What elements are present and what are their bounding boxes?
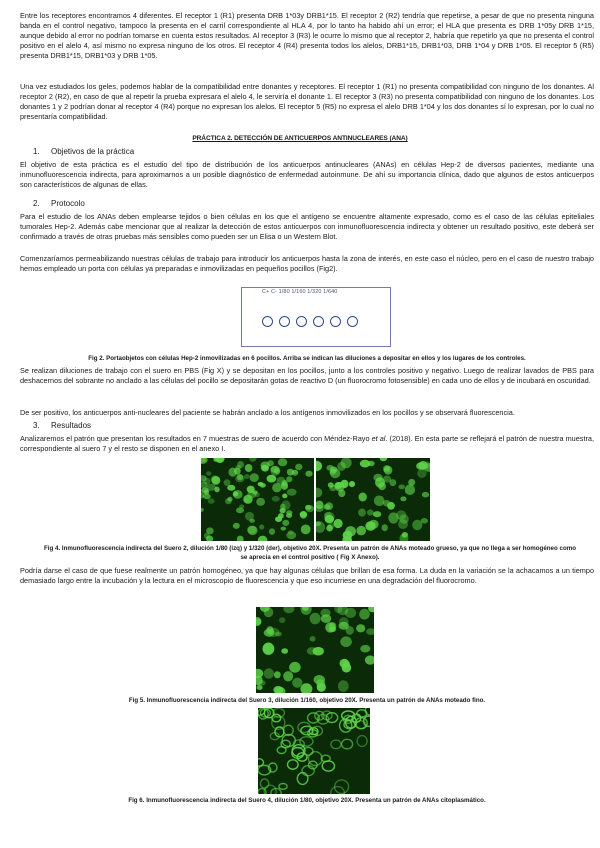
cell-mark [279, 784, 287, 790]
cell-mark [236, 507, 244, 513]
results-paragraph [20, 434, 594, 454]
slide-wells [262, 316, 358, 327]
cell-mark [342, 739, 353, 749]
cell-mark [330, 467, 337, 473]
slide-dilution-labels: C+ C- 1/80 1/160 1/320 1/640 [262, 289, 338, 295]
well [262, 316, 273, 327]
cell-mark [359, 609, 370, 620]
cell-mark [412, 520, 422, 530]
heading-text: Objetivos de la práctica [51, 147, 135, 156]
cell-mark [278, 513, 284, 519]
cell-mark [325, 515, 334, 523]
cell-mark [398, 485, 405, 490]
cell-mark [206, 471, 211, 475]
cell-mark [267, 460, 274, 466]
cell-mark [305, 471, 312, 477]
cell-mark [300, 683, 312, 693]
cell-mark [380, 458, 387, 461]
protocol-paragraph-4: De ser positivo, los anticuerpos anti-nucleares del paciente se habrán anclado a los antígenos inmovilizados en los pocillos y se observará fluorescencia. [20, 408, 515, 417]
cell-mark [310, 613, 321, 625]
cell-mark [264, 668, 274, 678]
cell-mark [402, 532, 408, 538]
cell-mark [247, 486, 255, 493]
cell-mark [289, 662, 301, 673]
cell-mark [281, 648, 288, 654]
cell-mark [249, 458, 256, 462]
cell-mark [278, 458, 287, 466]
results-italic: et al [371, 434, 386, 443]
cell-mark [305, 505, 311, 510]
cell-mark [360, 460, 370, 468]
cell-mark [334, 519, 343, 528]
cell-mark [405, 484, 415, 495]
cell-mark [367, 509, 374, 515]
cell-mark [286, 513, 292, 518]
cell-mark [257, 685, 263, 690]
cell-mark [295, 464, 302, 471]
cell-mark [307, 647, 318, 655]
cell-mark [203, 494, 211, 500]
cell-mark [247, 526, 257, 534]
cell-mark [374, 496, 385, 507]
cell-mark [208, 498, 215, 503]
cell-mark [300, 512, 307, 519]
cell-mark [264, 629, 275, 637]
cell-mark [331, 740, 341, 749]
cell-mark [255, 492, 260, 497]
cell-mark [277, 747, 286, 754]
objectives-paragraph: El objetivo de esta práctica es el estudio del tipo de distribución de los anticuerpos antinucleares (ANAs) en células Hep-2 de diversos pacientes, mediante una inmunofluorescencia indirecta, para aproximarnos a un posible diagnóstico de enfermedad autoinmune. De ahí su importancia clínica, dado que algunos de estos anticuerpos son característicos de algunas de ellas. [20, 160, 594, 189]
heading-number: 2. [33, 199, 40, 208]
results-text: Analizaremos el patrón que presentan los resultados en 7 muestras de suero de acuerdo con Méndez-Rayo [20, 434, 372, 443]
cell-mark [366, 628, 374, 635]
cell-mark [286, 476, 292, 482]
cell-mark [378, 482, 386, 490]
cell-mark [322, 761, 334, 771]
cell-mark [419, 461, 428, 470]
cell-mark [201, 458, 208, 464]
cell-mark [339, 617, 349, 627]
cell-mark [316, 461, 322, 471]
cell-mark [301, 525, 311, 535]
cell-mark [400, 496, 406, 501]
cell-mark [243, 498, 249, 503]
cell-mark [224, 479, 231, 486]
cell-mark [422, 492, 429, 498]
fig4-image-left [201, 458, 314, 541]
cell-mark [300, 737, 313, 746]
cell-mark [382, 524, 388, 531]
cell-mark [287, 489, 297, 496]
cell-mark [338, 490, 345, 498]
cell-mark [281, 527, 287, 531]
cell-mark [302, 766, 314, 776]
cell-mark [233, 491, 238, 496]
cell-mark [340, 636, 352, 647]
fig6-caption: Fig 6. Inmunofluorescencia indirecta del Suero 4, dilución 1/80, objetivo 20X. Presenta un patrón de ANAs citoplasmático. [128, 797, 486, 804]
cell-mark [301, 607, 312, 615]
cell-mark [245, 464, 253, 472]
cell-mark [388, 512, 398, 523]
fig5-caption: Fig 5. Inmunofluorescencia indirecta del Suero 3, dilución 1/160, objetivo 20X. Presenta un patrón de ANAs moteado fino. [128, 697, 486, 704]
cell-mark [286, 531, 296, 539]
cell-mark [280, 508, 286, 513]
cell-mark [237, 536, 244, 541]
cell-mark [399, 514, 409, 523]
heading-objectives [33, 147, 134, 157]
cell-mark [235, 475, 244, 483]
cell-mark [256, 617, 262, 626]
protocol-paragraph-2: Comenzaríamos permeabilizando nuestras células de trabajo para introducir los anticuerpos hasta la zona de interés, en este caso el núcleo, pero en el caso de nuestro trabajo hemos empleado un porta con células ya preparadas e inmovilizadas en pequeños pocillos (Fig2). [20, 254, 594, 273]
fig4-image-right [316, 458, 430, 541]
cell-mark [260, 779, 268, 788]
cell-mark [283, 607, 294, 613]
heading-protocol [33, 199, 85, 209]
cell-mark [256, 669, 263, 678]
cell-mark [245, 512, 254, 521]
cell-mark [282, 520, 289, 526]
well [330, 316, 341, 327]
cell-mark [201, 508, 204, 512]
cell-mark [283, 671, 293, 681]
cell-mark [274, 671, 281, 678]
cell-mark [346, 626, 354, 635]
fig2-caption: Fig 2. Portaobjetos con células Hep-2 inmovilizadas en 6 pocillos. Arriba se indican las diluciones a depositar en ellos y los lugares de los controles. [88, 355, 526, 362]
cell-mark [206, 484, 216, 491]
heading-text: Resultados [51, 421, 92, 430]
well [347, 316, 358, 327]
cell-mark [328, 523, 335, 530]
heading-text: Protocolo [51, 199, 85, 208]
heading-results [33, 421, 91, 431]
cell-mark [309, 752, 323, 766]
cell-mark [357, 736, 367, 747]
cell-mark [316, 488, 322, 498]
cell-mark [383, 467, 390, 472]
cell-mark [264, 608, 274, 618]
cell-mark [279, 617, 285, 623]
well [296, 316, 307, 327]
well [313, 316, 324, 327]
discussion-paragraph: Podría darse el caso de que fuese realmente un patrón homogéneo, ya que hay algunas células que brillan de esa forma. La duda en la variación se la achacamos a un tiempo demasiado largo entre la incubación y la lectura en el microscopio de fluorescencia y que eso incurriese en una degradación del fluorocromo. [20, 566, 594, 585]
cell-mark [288, 760, 299, 769]
section-title: PRÁCTICA 2. DETECCIÓN DE ANTICUERPOS ANTINUCLEARES (ANA) [192, 135, 408, 142]
cell-mark [261, 465, 269, 472]
protocol-paragraph-3: Se realizan diluciones de trabajo con el suero en PBS (Fig X) y se depositan en los pocillos, junto a los controles positivo y negativo. Luego de realizar lavados de PBS para deshacernos del sobrante no anclado a las células del pocillo se depositarán gotas de reactivo D (un fluorocromo fotosensible) en cada uno de ellos y de incubará en oscuridad. [20, 366, 594, 385]
cell-mark [357, 710, 367, 717]
fig6-image [258, 708, 370, 794]
cell-mark [235, 465, 241, 470]
cell-mark [244, 474, 250, 479]
fig5-image [256, 607, 374, 693]
cell-mark [334, 482, 342, 489]
heading-number: 1. [33, 147, 40, 156]
cell-mark [297, 773, 308, 785]
cell-mark [287, 469, 294, 476]
cell-mark [359, 493, 367, 502]
cell-mark [365, 655, 374, 664]
cell-mark [417, 469, 426, 478]
fig4-caption: Fig 4. Inmunofluorescencia indirecta del Suero 2, dilución 1/80 (izq) y 1/320 (der), objetivo 20X. Presenta un patrón de ANAs moteado grueso, ya que no llega a ser homogéneo como se aprecia en el control positivo ( Fig X Anexo). [43, 545, 577, 561]
intro-paragraph: Entre los receptores encontramos 4 diferentes. El receptor 1 (R1) presenta DRB 1*03y DRB1*15. El receptor 2 (R2) tendría que repetirse, a pesar de que no presenta ninguna banda en el control negativo, tampoco la presenta en el carril correspondiente al HLA 4, por lo tanto ha habido ahí un error; el HLA que presenta es DRB 1*05y DRB 1*15, aunque debido al error no podrían tomarse en cuenta estos resultados. Al receptor 3 (R3) le ocurre lo mismo que al receptor 2, habría que repetirlo ya que no presenta el control positivo en el alelo 4, así mismo no expresa ninguno de los otros. El receptor 4 (R4) presenta todos los alelos, DRB1*15, DRB1*03, DRB 1*04 y DRB 1*05. El receptor 5 (R5) presenta DRB1*15, DRB1*03 y DRB 1*05. [20, 11, 594, 60]
cell-mark [258, 482, 264, 486]
cell-mark [259, 680, 266, 685]
cell-mark [227, 485, 235, 491]
cell-mark [338, 680, 349, 692]
cell-mark [383, 476, 391, 483]
cell-mark [233, 523, 240, 529]
cell-mark [259, 524, 264, 529]
cell-mark [329, 627, 336, 632]
well [279, 316, 290, 327]
cell-mark [365, 521, 375, 531]
cell-mark [383, 500, 390, 507]
cell-mark [325, 502, 333, 510]
cell-mark [272, 483, 281, 492]
cell-mark [292, 678, 302, 688]
cell-mark [360, 645, 370, 653]
cell-mark [263, 643, 275, 655]
cell-mark [317, 683, 326, 692]
cell-mark [321, 614, 332, 623]
cell-mark [270, 466, 280, 476]
cell-mark [373, 511, 381, 517]
cell-mark [258, 759, 264, 766]
cell-mark [250, 473, 259, 482]
cell-mark [256, 498, 265, 506]
cell-mark [356, 624, 365, 632]
cell-mark [258, 536, 268, 541]
cell-mark [340, 659, 350, 668]
compatibility-paragraph: Una vez estudiados los geles, podemos hablar de la compatibilidad entre donantes y receptores. El receptor 1 (R1) no presenta compatibilidad con ninguno de los donantes. Al receptor 2 (R2), en caso de que al repetir la prueba expresara el alelo 4, le serviría el donante 1. El receptor 3 (R3) no presenta compatibilidad con ninguno de los donantes. Los donantes 1 y 2 podrían donar al receptor 4 (R4) porque no expresan los alelos. El receptor 5 (R5) no expresa el alelo DRB 1*04 y los dos donantes sí lo expresan, por lo cual no presentaría compatibilidad. [20, 82, 594, 121]
cell-mark [337, 462, 346, 471]
cell-mark [275, 632, 282, 637]
cell-mark [227, 497, 232, 502]
cell-mark [358, 509, 366, 517]
cell-mark [349, 481, 355, 487]
cell-mark [269, 528, 275, 535]
cell-mark [282, 494, 287, 499]
results-text: . (2018). En esta parte se reflejará el patrón de nuestra muestra, correspondiente al suero 7 y el resto se disponen en el anexo I. [20, 434, 594, 453]
cell-mark [272, 496, 280, 502]
cell-mark [211, 475, 219, 482]
cell-mark [373, 474, 382, 481]
protocol-paragraph-1: Para el estudio de los ANAs deben emplearse tejidos o bien células en los que el antígeno se encuentre altamente expresado, como es el caso de las células epiteliales tumorales Hep-2. Además cabe mencionar que al realizar la detección de estos anticuerpos con inmunofluorescencia indirecta y obtener un resultado positivo, este deberá ser confirmado a través de otras pruebas más sensibles como pueden ser un Elisa o un Western Blot. [20, 212, 594, 241]
cell-mark [310, 636, 316, 642]
heading-number: 3. [33, 421, 40, 430]
cell-mark [356, 526, 366, 536]
cell-mark [267, 475, 277, 483]
